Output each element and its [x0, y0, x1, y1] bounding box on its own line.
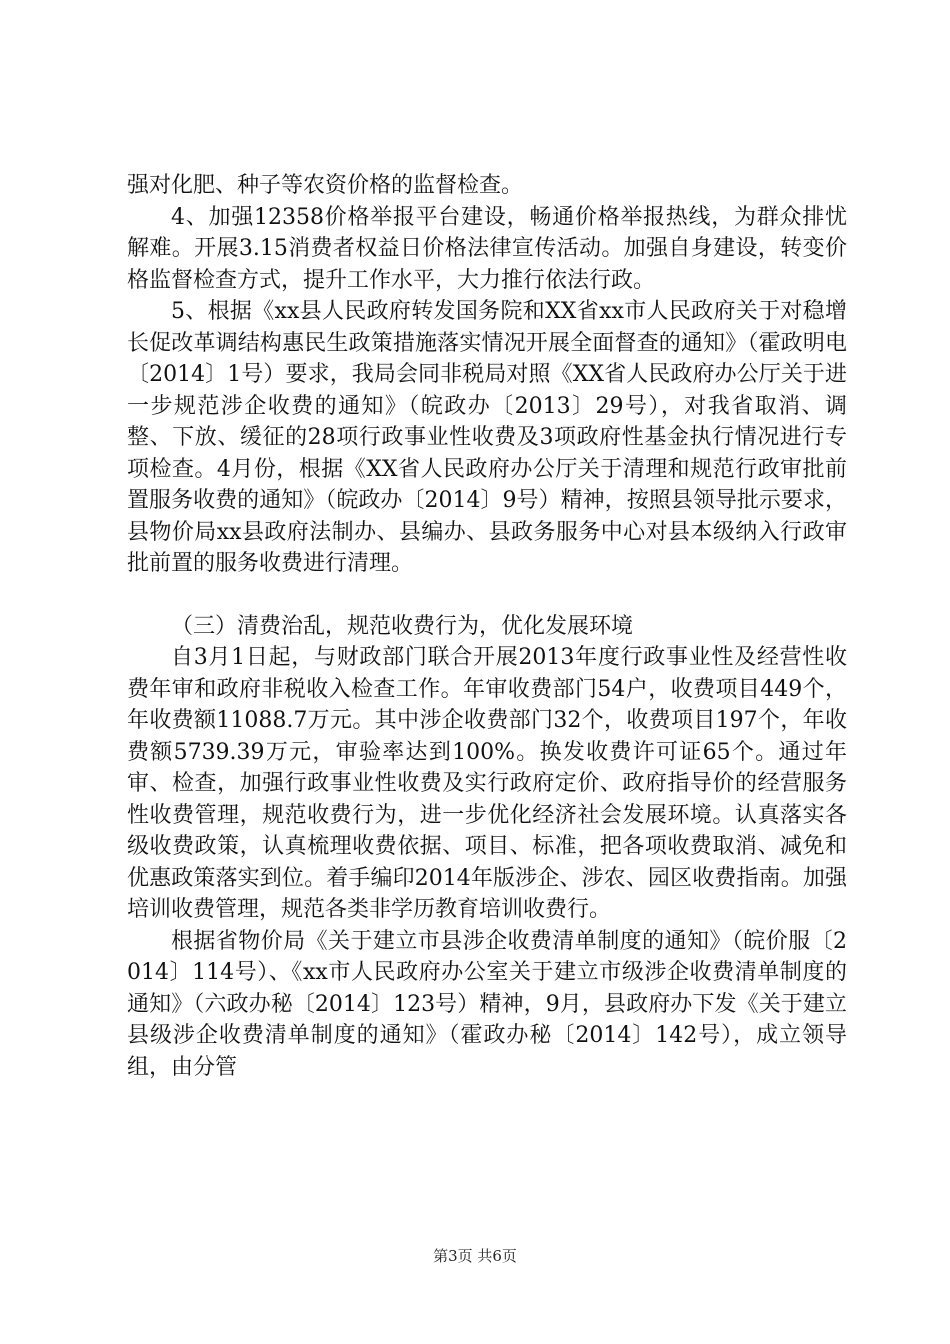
section-heading: （三）清费治乱，规范收费行为，优化发展环境 [171, 613, 634, 639]
paragraph-2: 4、加强12358价格举报平台建设，畅通价格举报热线，为群众排忧解难。开展3.15消费者权益日价格法律宣传活动。加强自身建设，转变价格监督检查方式，提升工作水平，大力推行依法行政。 [127, 204, 847, 293]
page-footer: 第3页 共6页 [433, 1247, 517, 1265]
paragraph-3: 5、根据《xx县人民政府转发国务院和XX省xx市人民政府关于对稳增长促改革调结构惠民生政策措施落实情况开展全面督查的通知》（霍政明电〔2014〕1号）要求，我局会同非税局对照《XX省人民政府办公厅关于进一步规范涉企收费的通知》（皖政办〔2013〕29号），对我省取消、调整、下放、缓征的28项行政事业性收费及3项政府性基金执行情况进行专项检查。4月份，根据《XX省人民政府办公厅关于清理和规范行政审批前置服务收费的通知》（皖政办〔2014〕9号）精神，按照县领导批示要求，县物价局xx县政府法制办、县编办、县政务服务中心对县本级纳入行政审批前置的服务收费进行清理。 [127, 299, 847, 576]
paragraph-5: 根据省物价局《关于建立市县涉企收费清单制度的通知》（皖价服〔2014〕114号）、《xx市人民政府办公室关于建立市级涉企收费清单制度的通知》（六政办秘〔2014〕123号）精神，9月，县政府办下发《关于建立县级涉企收费清单制度的通知》（霍政办秘〔2014〕142号），成立领导组，由分管 [127, 928, 847, 1080]
document-body [127, 170, 847, 1083]
paragraph-1: 强对化肥、种子等农资价格的监督检查。 [127, 173, 524, 198]
paragraph-4: 自3月1日起，与财政部门联合开展2013年度行政事业性及经营性收费年审和政府非税收入检查工作。年审收费部门54户，收费项目449个，年收费额11088.7万元。其中涉企收费部门32个，收费项目197个，年收费额5739.39万元，审验率达到100%。换发收费许可证65个。通过年审、检查，加强行政事业性收费及实行政府定价、政府指导价的经营服务性收费管理，规范收费行为，进一步优化经济社会发展环境。认真落实各级收费政策，认真梳理收费依据、项目、标准，把各项收费取消、减免和优惠政策落实到位。着手编印2014年版涉企、涉农、园区收费指南。加强培训收费管理，规范各类非学历教育培训收费行。 [127, 645, 847, 922]
